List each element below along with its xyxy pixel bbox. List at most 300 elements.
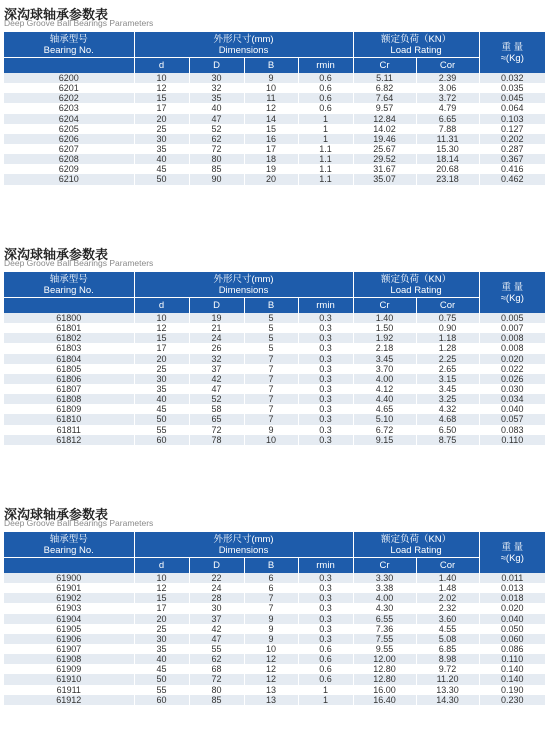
table-cell: 0.020 [479,603,545,613]
table-row [4,134,545,144]
table-cell: 15 [244,124,298,134]
header-dimensions: 外形尺寸(mm) Dimensions [134,32,353,58]
table-cell: 35 [134,144,189,154]
header-bearing-no: 轴承型号 Bearing No. [4,32,134,58]
header-cor: Cor [416,558,479,574]
table-cell: 0.083 [479,425,545,435]
table-cell: 45 [134,164,189,174]
table-cell: 61809 [4,404,134,414]
table-cell: 0.110 [479,654,545,664]
table-row [4,664,545,674]
section-title-en: Deep Groove Ball Bearings Parameters [4,258,154,268]
table-cell: 61900 [4,573,134,583]
table-cell: 30 [189,603,244,613]
table-cell: 5 [244,333,298,343]
table-cell: 0.202 [479,134,545,144]
table-cell: 23.18 [416,174,479,184]
table-row [4,614,545,624]
table-cell: 20 [134,614,189,624]
table-cell: 6200 [4,73,134,83]
table-cell: 0.008 [479,343,545,353]
table-cell: 1.48 [416,583,479,593]
table-cell: 16 [244,134,298,144]
table-cell: 35.07 [353,174,416,184]
table-cell: 20 [134,354,189,364]
table-cell: 35 [189,93,244,103]
table-cell: 7 [244,364,298,374]
table-cell: 4.79 [416,103,479,113]
header-cr: Cr [353,298,416,314]
table-cell: 7 [244,374,298,384]
table-cell: 4.65 [353,404,416,414]
table-cell: 0.140 [479,674,545,684]
table-cell: 0.3 [298,593,353,603]
table-row [4,154,545,164]
table-cell: 61803 [4,343,134,353]
header-load-rating: 额定负荷（KN） Load Rating [353,532,479,558]
table-cell: 0.3 [298,404,353,414]
table-cell: 61812 [4,435,134,445]
table-cell: 1.1 [298,154,353,164]
table-cell: 55 [134,425,189,435]
table-cell: 52 [189,124,244,134]
table-row [4,93,545,103]
table-cell: 0.127 [479,124,545,134]
bearing-parameters-table [4,532,545,705]
table-cell: 30 [134,134,189,144]
table-cell: 61903 [4,603,134,613]
table-cell: 37 [189,614,244,624]
table-cell: 8.75 [416,435,479,445]
table-cell: 72 [189,425,244,435]
table-cell: 25 [134,364,189,374]
table-cell: 31.67 [353,164,416,174]
table-cell: 12 [244,654,298,664]
table-cell: 6201 [4,83,134,93]
table-cell: 4.12 [353,384,416,394]
table-cell: 0.6 [298,103,353,113]
table-cell: 0.3 [298,394,353,404]
table-cell: 1 [298,124,353,134]
table-cell: 0.3 [298,354,353,364]
table-cell: 10 [134,73,189,83]
table-cell: 5 [244,313,298,323]
header-blank [4,58,134,74]
table-row [4,394,545,404]
table-cell: 0.6 [298,73,353,83]
table-cell: 61907 [4,644,134,654]
table-cell: 85 [189,695,244,705]
table-cell: 3.72 [416,93,479,103]
header-d: d [134,558,189,574]
table-cell: 6202 [4,93,134,103]
table-cell: 12.84 [353,114,416,124]
table-cell: 65 [189,414,244,424]
table-cell: 1 [298,134,353,144]
table-cell: 2.25 [416,354,479,364]
table-cell: 15.30 [416,144,479,154]
header-d: D [189,58,244,74]
table-cell: 0.064 [479,103,545,113]
table-cell: 30 [189,73,244,83]
table-cell: 0.6 [298,93,353,103]
header-b: B [244,58,298,74]
table-cell: 0.6 [298,644,353,654]
table-cell: 7 [244,354,298,364]
table-cell: 25 [134,124,189,134]
table-cell: 0.3 [298,323,353,333]
table-cell: 62 [189,134,244,144]
table-cell: 9 [244,634,298,644]
table-cell: 0.034 [479,394,545,404]
table-row [4,634,545,644]
table-cell: 4.00 [353,374,416,384]
table-cell: 11.31 [416,134,479,144]
table-cell: 0.040 [479,404,545,414]
table-cell: 61902 [4,593,134,603]
section-title-cn: 深沟球轴承参数表 [4,7,109,22]
header-load-rating: 额定负荷（KN） Load Rating [353,32,479,58]
table-cell: 0.367 [479,154,545,164]
table-cell: 28 [189,593,244,603]
table-cell: 0.3 [298,435,353,445]
table-cell: 1.40 [416,573,479,583]
table-cell: 40 [189,103,244,113]
table-cell: 0.3 [298,374,353,384]
table-cell: 0.050 [479,624,545,634]
table-cell: 30 [134,374,189,384]
table-cell: 1 [298,114,353,124]
table-cell: 61906 [4,634,134,644]
table-cell: 17 [134,603,189,613]
table-cell: 9 [244,624,298,634]
header-rmin: rmin [298,58,353,74]
table-cell: 52 [189,394,244,404]
section-title-cn: 深沟球轴承参数表 [4,247,109,262]
table-cell: 0.3 [298,614,353,624]
table-row [4,343,545,353]
table-cell: 0.190 [479,685,545,695]
table-cell: 6 [244,583,298,593]
table-cell: 12.00 [353,654,416,664]
table-cell: 7 [244,394,298,404]
table-cell: 4.00 [353,593,416,603]
table-cell: 61909 [4,664,134,674]
table-cell: 15 [134,333,189,343]
table-row [4,435,545,445]
table-cell: 35 [134,644,189,654]
table-cell: 6203 [4,103,134,113]
table-cell: 7 [244,404,298,414]
table-cell: 22 [189,573,244,583]
table-cell: 6.82 [353,83,416,93]
table-cell: 6207 [4,144,134,154]
header-dimensions: 外形尺寸(mm) Dimensions [134,272,353,298]
table-cell: 35 [134,384,189,394]
table-cell: 61801 [4,323,134,333]
table-cell: 4.30 [353,603,416,613]
table-row [4,323,545,333]
table-cell: 61911 [4,685,134,695]
table-cell: 0.6 [298,664,353,674]
table-cell: 58 [189,404,244,414]
table-cell: 55 [134,685,189,695]
table-cell: 4.32 [416,404,479,414]
header-blank [4,558,134,574]
table-cell: 7.64 [353,93,416,103]
table-cell: 14.02 [353,124,416,134]
table-cell: 0.007 [479,323,545,333]
table-cell: 6.72 [353,425,416,435]
table-cell: 14 [244,114,298,124]
table-row [4,404,545,414]
table-cell: 80 [189,685,244,695]
table-cell: 7 [244,603,298,613]
table-cell: 10 [134,573,189,583]
table-cell: 6204 [4,114,134,124]
table-cell: 0.3 [298,573,353,583]
table-cell: 6206 [4,134,134,144]
table-row [4,583,545,593]
table-cell: 60 [134,695,189,705]
table-cell: 40 [134,654,189,664]
table-cell: 40 [134,394,189,404]
table-cell: 3.45 [353,354,416,364]
table-cell: 61912 [4,695,134,705]
table-cell: 1.28 [416,343,479,353]
table-cell: 10 [244,435,298,445]
table-cell: 7.36 [353,624,416,634]
table-cell: 72 [189,144,244,154]
table-cell: 24 [189,333,244,343]
table-cell: 6205 [4,124,134,134]
table-cell: 12 [244,103,298,113]
table-cell: 0.020 [479,354,545,364]
table-cell: 5.10 [353,414,416,424]
table-cell: 1.18 [416,333,479,343]
table-row [4,573,545,583]
header-d: D [189,298,244,314]
table-cell: 0.005 [479,313,545,323]
table-cell: 61808 [4,394,134,404]
table-cell: 10 [134,313,189,323]
table-cell: 90 [189,174,244,184]
header-d: D [189,558,244,574]
section-title-en: Deep Groove Ball Bearings Parameters [4,518,154,528]
header-dimensions: 外形尺寸(mm) Dimensions [134,532,353,558]
table-row [4,644,545,654]
header-load-rating: 额定负荷（KN） Load Rating [353,272,479,298]
table-cell: 6.55 [353,614,416,624]
table-cell: 15 [134,93,189,103]
table-cell: 20 [134,114,189,124]
table-cell: 50 [134,174,189,184]
table-cell: 12 [244,674,298,684]
table-cell: 0.022 [479,364,545,374]
table-cell: 17 [134,103,189,113]
table-cell: 3.70 [353,364,416,374]
table-cell: 68 [189,664,244,674]
table-cell: 0.035 [479,83,545,93]
table-cell: 37 [189,364,244,374]
table-cell: 0.6 [298,654,353,664]
table-cell: 0.3 [298,425,353,435]
header-d: d [134,298,189,314]
table-cell: 19 [244,164,298,174]
table-row [4,144,545,154]
table-cell: 0.287 [479,144,545,154]
table-row [4,83,545,93]
table-cell: 20.68 [416,164,479,174]
table-row [4,333,545,343]
table-cell: 12 [244,664,298,674]
table-row [4,384,545,394]
table-cell: 47 [189,384,244,394]
header-bearing-no: 轴承型号 Bearing No. [4,272,134,298]
table-cell: 11.20 [416,674,479,684]
table-cell: 61905 [4,624,134,634]
table-cell: 29.52 [353,154,416,164]
table-cell: 0.140 [479,664,545,674]
table-cell: 0.90 [416,323,479,333]
table-cell: 72 [189,674,244,684]
header-weight: 重 量 ≈(Kg) [479,32,545,73]
table-cell: 0.040 [479,614,545,624]
table-row [4,425,545,435]
table-cell: 2.65 [416,364,479,374]
section-title-cn: 深沟球轴承参数表 [4,507,109,522]
bearing-parameters-table [4,32,545,185]
table-cell: 0.013 [479,583,545,593]
table-cell: 0.032 [479,73,545,83]
table-cell: 80 [189,154,244,164]
table-cell: 0.045 [479,93,545,103]
table-cell: 6.85 [416,644,479,654]
table-cell: 32 [189,354,244,364]
table-cell: 2.32 [416,603,479,613]
table-cell: 3.06 [416,83,479,93]
table-cell: 1.50 [353,323,416,333]
table-cell: 5.08 [416,634,479,644]
table-cell: 85 [189,164,244,174]
table-cell: 9 [244,614,298,624]
table-cell: 78 [189,435,244,445]
table-cell: 6209 [4,164,134,174]
table-cell: 19 [189,313,244,323]
table-cell: 7.88 [416,124,479,134]
table-cell: 17 [244,144,298,154]
table-cell: 14.30 [416,695,479,705]
table-cell: 26 [189,343,244,353]
table-row [4,364,545,374]
table-cell: 9.15 [353,435,416,445]
table-cell: 6 [244,573,298,583]
table-cell: 55 [189,644,244,654]
table-cell: 2.39 [416,73,479,83]
table-cell: 8.98 [416,654,479,664]
table-cell: 0.3 [298,624,353,634]
table-cell: 1.1 [298,164,353,174]
table-cell: 3.38 [353,583,416,593]
table-cell: 0.3 [298,603,353,613]
table-row [4,674,545,684]
table-cell: 61800 [4,313,134,323]
header-weight: 重 量 ≈(Kg) [479,272,545,313]
table-cell: 62 [189,654,244,664]
table-cell: 0.086 [479,644,545,654]
table-cell: 3.30 [353,573,416,583]
header-b: B [244,298,298,314]
table-cell: 0.030 [479,384,545,394]
header-cor: Cor [416,58,479,74]
header-rmin: rmin [298,298,353,314]
table-cell: 61901 [4,583,134,593]
table-cell: 0.3 [298,343,353,353]
table-cell: 0.6 [298,674,353,684]
table-cell: 42 [189,624,244,634]
table-cell: 61805 [4,364,134,374]
table-cell: 18.14 [416,154,479,164]
table-cell: 61807 [4,384,134,394]
table-cell: 3.60 [416,614,479,624]
table-row [4,124,545,134]
table-cell: 15 [134,593,189,603]
table-cell: 9.57 [353,103,416,113]
table-cell: 45 [134,404,189,414]
table-row [4,354,545,364]
table-row [4,695,545,705]
table-cell: 3.45 [416,384,479,394]
table-cell: 20 [244,174,298,184]
table-cell: 9.55 [353,644,416,654]
table-cell: 45 [134,664,189,674]
table-cell: 0.110 [479,435,545,445]
table-cell: 6.65 [416,114,479,124]
header-cr: Cr [353,58,416,74]
header-cr: Cr [353,558,416,574]
table-cell: 1.92 [353,333,416,343]
table-cell: 61806 [4,374,134,384]
table-cell: 1.1 [298,144,353,154]
table-cell: 61811 [4,425,134,435]
header-weight: 重 量 ≈(Kg) [479,532,545,573]
table-cell: 0.230 [479,695,545,705]
table-cell: 4.68 [416,414,479,424]
table-cell: 2.18 [353,343,416,353]
table-row [4,73,545,83]
table-cell: 12 [134,83,189,93]
table-row [4,164,545,174]
table-row [4,654,545,664]
table-cell: 0.011 [479,573,545,583]
table-cell: 25 [134,624,189,634]
table-cell: 60 [134,435,189,445]
table-cell: 47 [189,114,244,124]
table-cell: 9 [244,425,298,435]
table-cell: 1 [298,695,353,705]
table-cell: 61810 [4,414,134,424]
table-cell: 50 [134,414,189,424]
table-cell: 32 [189,83,244,93]
table-cell: 0.103 [479,114,545,124]
table-cell: 16.00 [353,685,416,695]
table-cell: 24 [189,583,244,593]
table-row [4,593,545,603]
table-cell: 3.25 [416,394,479,404]
table-cell: 0.3 [298,313,353,323]
table-cell: 10 [244,644,298,654]
table-cell: 0.416 [479,164,545,174]
